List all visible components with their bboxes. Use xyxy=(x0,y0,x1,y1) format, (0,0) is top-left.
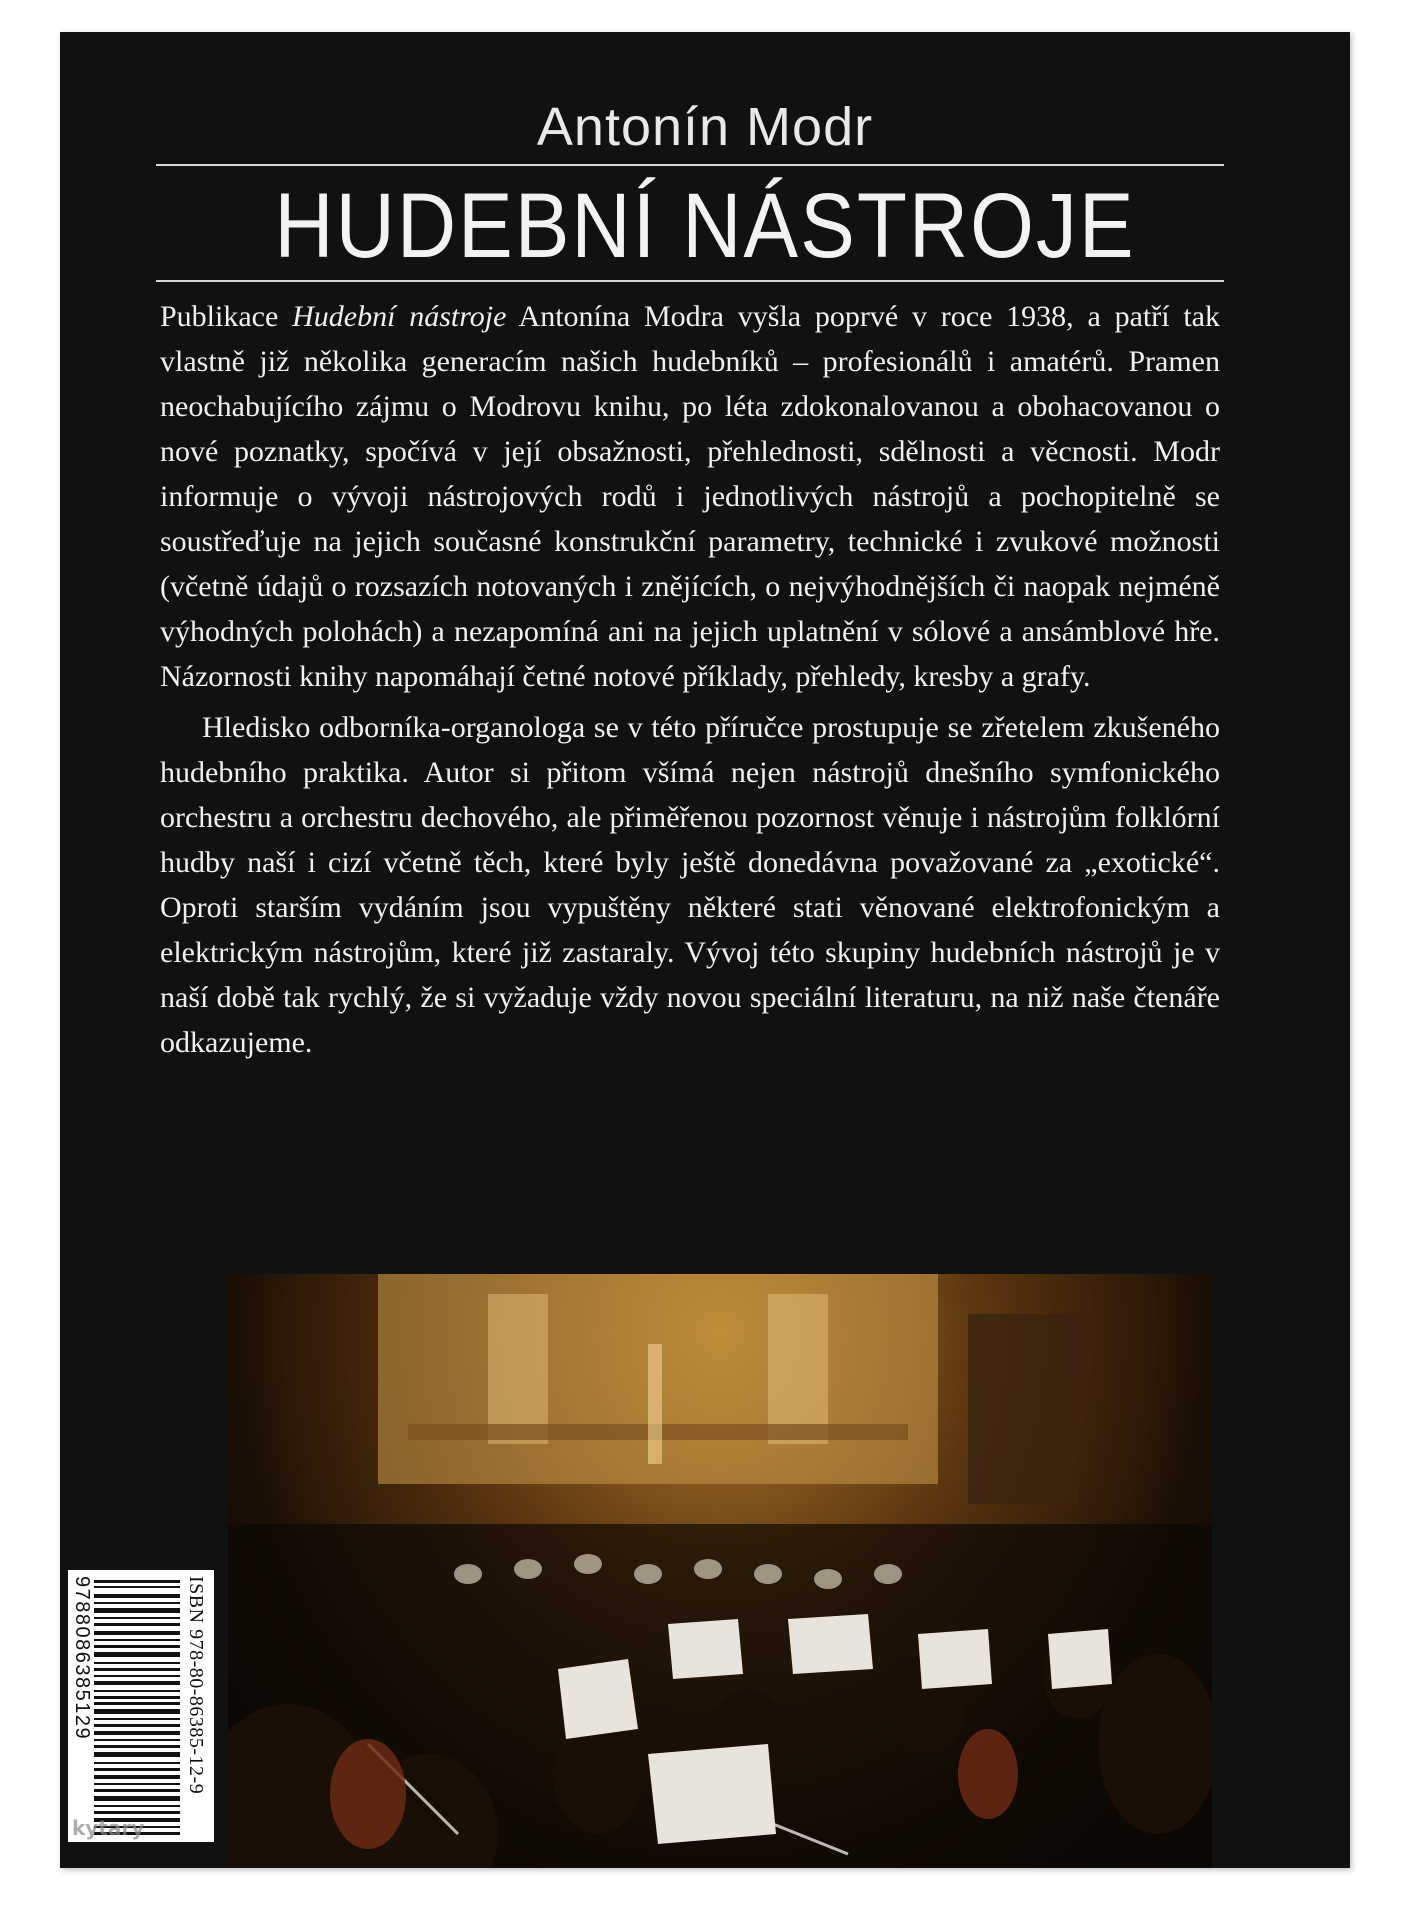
barcode-bars xyxy=(94,1574,180,1838)
watermark-logo: kytary xyxy=(72,1816,145,1840)
blurb-p1-italic-title: Hudební nástroje xyxy=(292,300,507,333)
orchestra-photo xyxy=(228,1274,1212,1868)
book-back-cover xyxy=(60,32,1350,1868)
isbn-number: ISBN 978-80-86385-12-9 xyxy=(185,1576,207,1795)
barcode-digits: 9788086385129 xyxy=(71,1576,93,1741)
title-rule-bottom xyxy=(156,280,1224,282)
blurb-text xyxy=(160,294,1220,1065)
blurb-p1-prefix: Publikace xyxy=(160,300,293,333)
title-rule-top xyxy=(156,164,1224,166)
author-name: Antonín Modr xyxy=(536,97,874,157)
blurb-paragraph-1 xyxy=(160,294,1220,699)
isbn-barcode xyxy=(68,1570,214,1842)
blurb-paragraph-2: Hledisko odborníka-organologa se v této příručce prostupuje se zřetelem zkušeného hudebního praktika. Autor si přitom všímá nejen nástrojů dnešního symfonického orchestru a orchestru dechového, ale přiměřenou pozornost věnuje i nástrojům folklórní hudby naší i cizí včetně těch, které byly ještě donedávna považované za „exotické“. Oproti starším vydáním jsou vypuštěny některé stati věnované elektrofonickým a elektrickým nástrojům, které již zastaraly. Vývoj této skupiny hudebních nástrojů je v naší době tak rychlý, že si vyžaduje vždy novou speciální literaturu, na niž naše čtenáře odkazujeme. xyxy=(160,711,1220,1059)
blurb-p1-rest: Antonína Modra vyšla poprvé v roce 1938, a patří tak vlastně již několika generacím našich hudebníků – profesionálů i amatérů. Pramen neochabujícího zájmu o Modrovu knihu, po léta zdokonalovanou a obohacovanou o nové poznatky, spočívá v její obsažnosti, přehlednosti, sdělnosti a věcnosti. Modr informuje o vývoji nástrojových rodů i jednotlivých nástrojů a pochopitelně se soustřeďuje na jejich současné konstrukční parametry, technické i zvukové možnosti (včetně údajů o rozsazích notovaných i znějících, o nejvýhodnějších či naopak nejméně výhodných polohách) a nezapomíná ani na jejich uplatnění v sólové a ansámblové hře. Názornosti knihy napomáhají četné notové příklady, přehledy, kresby a grafy. xyxy=(160,300,1220,693)
book-title: HUDEBNÍ NÁSTROJE xyxy=(274,175,1136,278)
